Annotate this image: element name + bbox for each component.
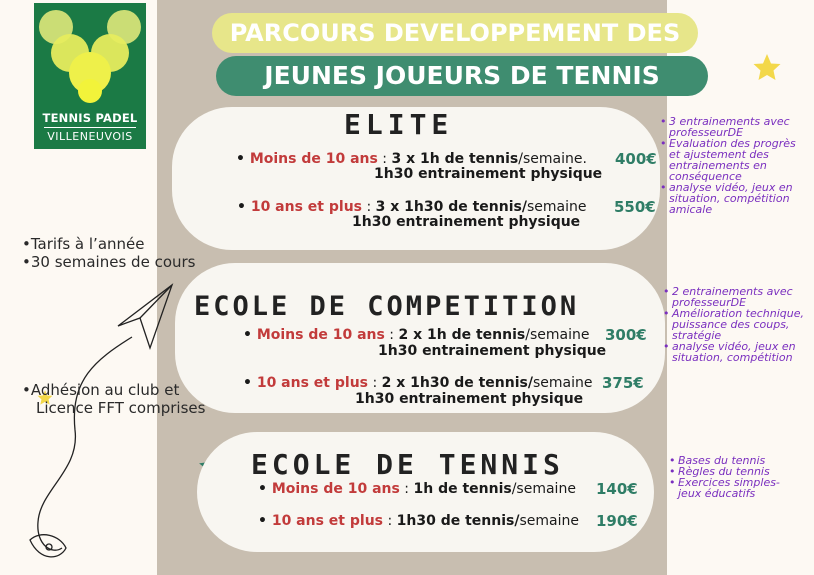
competition-row-1: • Moins de 10 ans : 2 x 1h de tennis/semaine (243, 327, 590, 343)
elite-note: • analyse vidéo, jeux en situation, compétition amicale (669, 182, 808, 215)
tennis-note: • Bases du tennis (678, 455, 799, 466)
tennis-notes (669, 455, 799, 499)
title-line-1: PARCOURS DEVELOPPEMENT DES (212, 13, 698, 53)
competition-note: • 2 entrainements avec professeurDE (672, 286, 811, 308)
elite-note: • Evaluation des progrès et ajustement des entrainements en conséquence (669, 138, 808, 182)
competition-price-2: 375€ (602, 374, 644, 392)
competition-row-1-physique: 1h30 entrainement physique (378, 343, 607, 359)
tennis-row-1: • Moins de 10 ans : 1h de tennis/semaine (258, 481, 576, 497)
elite-note: • 3 entrainements avec professeurDE (669, 116, 808, 138)
tennis-price-1: 140€ (596, 480, 638, 498)
elite-row-2-physique: 1h30 entrainement physique (352, 214, 581, 230)
title-line-2: JEUNES JOUEURS DE TENNIS (216, 56, 708, 96)
elite-notes (660, 116, 808, 215)
tennis-note: • Règles du tennis (678, 466, 799, 477)
competition-price-1: 300€ (605, 326, 647, 344)
competition-notes (663, 286, 811, 363)
info-list (22, 235, 195, 271)
logo-text-tennis-padel: TENNIS PADEL (42, 111, 138, 125)
competition-note: • Amélioration technique, puissance des coups, stratégie (672, 308, 811, 341)
elite-price-2: 550€ (614, 198, 656, 216)
paper-plane-icon (30, 285, 172, 557)
info-item-tarifs: • Tarifs à l’année (22, 235, 195, 253)
elite-row-1-physique: 1h30 entrainement physique (374, 166, 603, 182)
info-adhesion (22, 381, 205, 417)
info-item-adhesion: • Adhésion au club et (22, 381, 205, 399)
tennis-price-2: 190€ (596, 512, 638, 530)
competition-row-2-physique: 1h30 entrainement physique (355, 391, 584, 407)
section-title-elite: ELITE (344, 108, 454, 141)
tennis-note: • Exercices simples-jeux éducatifs (678, 477, 799, 499)
info-item-semaines: • 30 semaines de cours (22, 253, 195, 271)
elite-row-2: • 10 ans et plus : 3 x 1h30 de tennis/semaine (237, 199, 587, 215)
info-item-licence: Licence FFT comprises (36, 399, 206, 417)
section-title-competition: ECOLE DE COMPETITION (194, 291, 580, 322)
elite-row-1: • Moins de 10 ans : 3 x 1h de tennis/semaine. (236, 151, 587, 167)
logo-text-villeneuvois: VILLENEUVOIS (47, 130, 133, 143)
tennis-row-2: • 10 ans et plus : 1h30 de tennis/semaine (258, 513, 579, 529)
section-title-tennis: ECOLE DE TENNIS (251, 448, 564, 481)
competition-row-2: • 10 ans et plus : 2 x 1h30 de tennis/semaine (243, 375, 593, 391)
star-icon (754, 54, 781, 80)
elite-price-1: 400€ (615, 150, 657, 168)
competition-note: • analyse vidéo, jeux en situation, compétition (672, 341, 811, 363)
